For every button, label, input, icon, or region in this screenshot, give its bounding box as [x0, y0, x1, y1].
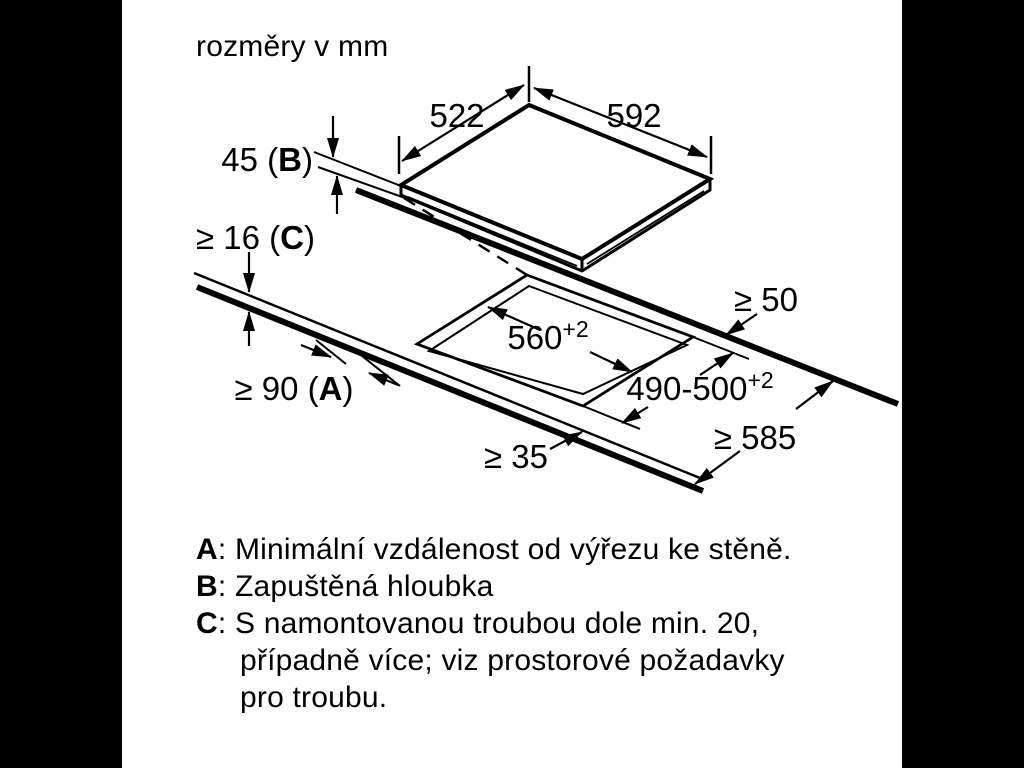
legend-item-C: C: S namontovanou troubou dole min. 20,: [196, 607, 760, 640]
dim-label-16C: ≥ 16 (C): [196, 219, 315, 256]
dim-label-592: 592: [606, 97, 662, 134]
dim-label-90A: ≥ 90 (A): [234, 370, 354, 407]
dim-label-45B: 45 (B): [221, 141, 313, 178]
dim-label-560: $560^{+2}$: [507, 316, 589, 356]
legend-item-B: B: Zapuštěná hloubka: [196, 570, 494, 603]
legend-item-C-line3: pro troubu.: [240, 681, 388, 714]
dim-90-A: [235, 340, 401, 407]
diagram-title: rozměry v mm: [196, 30, 389, 63]
dim-label-35: ≥ 35: [484, 438, 548, 475]
dim-label-522: 522: [429, 97, 485, 134]
dim-label-585: ≥ 585: [713, 419, 797, 456]
dim-50: [726, 281, 798, 335]
legend-item-A: A: Minimální vzdálenost od výřezu ke stěně.: [196, 533, 792, 566]
legend-item-C-line2: případně více; viz prostorové požadavky: [240, 644, 785, 677]
dim-label-50: ≥ 50: [734, 281, 798, 318]
dim-label-490-500: $490-500^{+2}$: [626, 367, 774, 407]
legend: [196, 531, 792, 716]
